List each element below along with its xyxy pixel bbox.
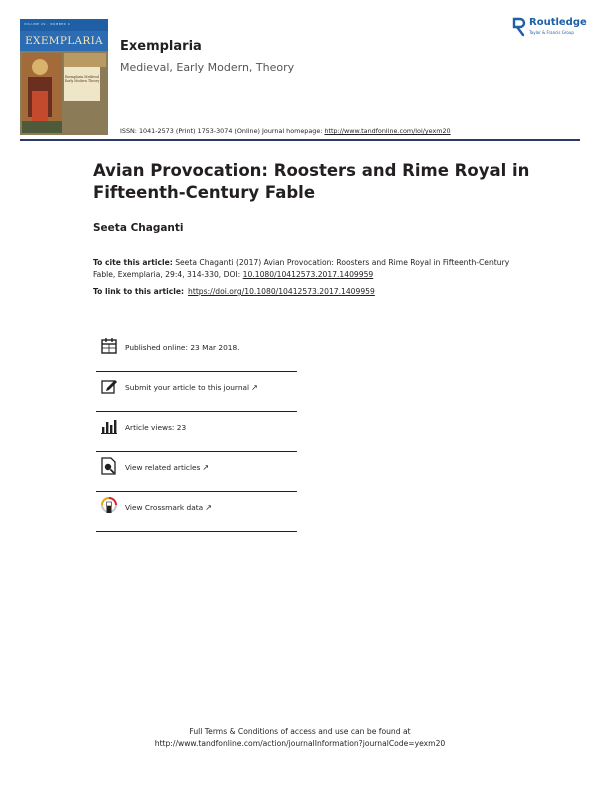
citation-label: To cite this article: (93, 258, 173, 267)
bar-chart-icon (100, 417, 118, 435)
terms-line-1: Full Terms & Conditions of access and use can be found at (189, 727, 411, 736)
submit-article-link[interactable] (125, 383, 258, 392)
crossmark-label: View Crossmark data (125, 503, 204, 512)
external-link-icon: ↗ (205, 503, 212, 512)
crossmark-row[interactable] (96, 491, 297, 532)
submit-article-label: Submit your article to this journal (125, 383, 250, 392)
edit-icon (100, 377, 118, 395)
issn-line (120, 127, 451, 135)
calendar-icon (100, 337, 118, 355)
journal-homepage-link[interactable]: http://www.tandfonline.com/loi/yexm20 (324, 127, 451, 135)
related-articles-link[interactable] (125, 463, 209, 472)
published-online-row (96, 331, 297, 372)
article-views-text: Article views: 23 (125, 423, 187, 432)
cover-panel: Exemplaria Medieval Early Modern Theory (64, 67, 100, 101)
submit-article-row[interactable] (96, 371, 297, 412)
article-link-label: To link to this article: (93, 287, 185, 296)
crossmark-icon (100, 497, 118, 515)
journal-subtitle: Medieval, Early Modern, Theory (120, 61, 295, 74)
citation-doi-link[interactable]: 10.1080/10412573.2017.1409959 (242, 269, 374, 279)
issn-text: ISSN: 1041-2573 (Print) 1753-3074 (Online) Journal homepage: (120, 127, 323, 135)
publisher-name: Routledge (529, 17, 587, 28)
article-author: Seeta Chaganti (93, 222, 184, 234)
article-doi-url[interactable]: https://doi.org/10.1080/10412573.2017.1409959 (188, 287, 375, 296)
crossmark-link[interactable] (125, 503, 212, 512)
article-views-row (96, 411, 297, 452)
cover-top-band (20, 19, 108, 31)
search-document-icon (100, 457, 118, 475)
cover-title: EXEMPLARIA (20, 31, 108, 51)
terms-url[interactable]: http://www.tandfonline.com/action/journalInformation?journalCode=yexm20 (154, 739, 446, 748)
citation-block (93, 257, 513, 280)
citation-text: Seeta Chaganti (2017) Avian Provocation: Roosters and Rime Royal in Fifteenth-Century Fable, Exemplaria, 29:4, 314-330, DOI: (93, 258, 510, 279)
cover-top-text: VOLUME 29 · NUMBER 4 (24, 22, 71, 26)
article-link-line (93, 287, 375, 296)
related-articles-label: View related articles (125, 463, 201, 472)
journal-cover-image (20, 19, 108, 135)
article-title: Avian Provocation: Roosters and Rime Royal in Fifteenth-Century Fable (93, 161, 530, 202)
external-link-icon: ↗ (202, 463, 210, 472)
published-online-text: Published online: 23 Mar 2018. (125, 343, 240, 352)
terms-footer (0, 726, 600, 750)
header-divider (20, 139, 580, 141)
routledge-logo-icon (512, 17, 526, 37)
publisher-group: Taylor & Francis Group (529, 30, 574, 35)
external-link-icon: ↗ (251, 383, 258, 392)
journal-title[interactable]: Exemplaria (120, 39, 202, 54)
related-articles-row[interactable] (96, 451, 297, 492)
